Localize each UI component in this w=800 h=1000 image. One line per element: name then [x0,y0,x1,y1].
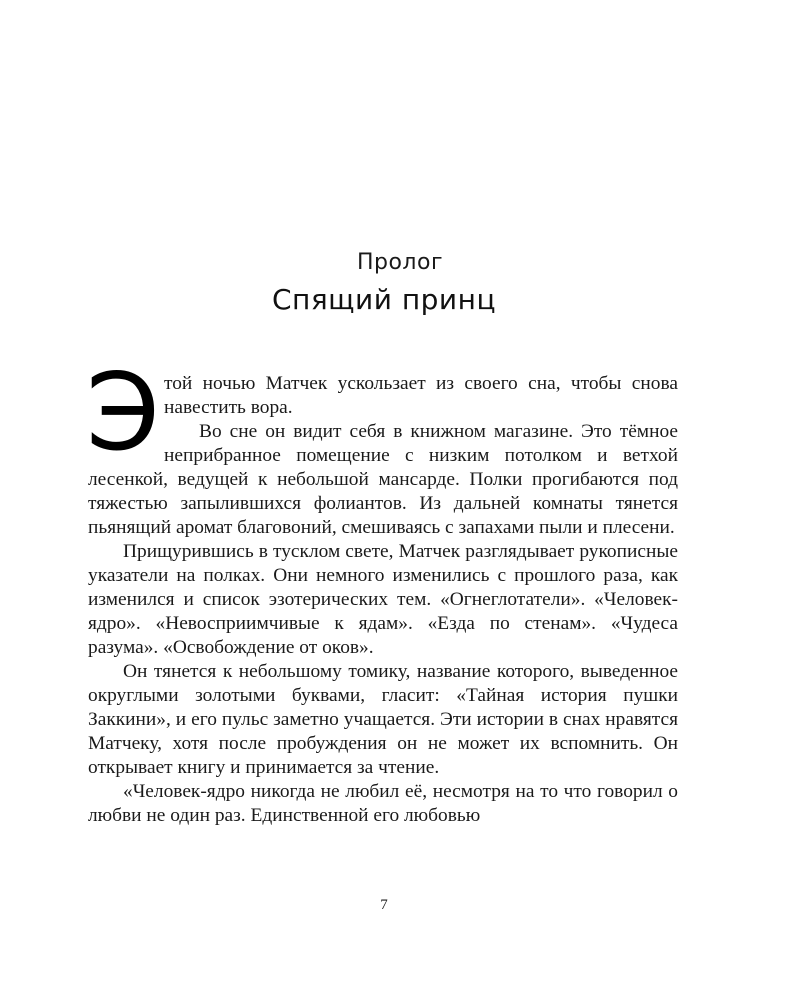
paragraph-5: «Человек-ядро никогда не любил её, несмотря на то что говорил о любви не один раз. Единственной его любовью [88,781,678,826]
body-text [86,351,678,828]
paragraph-4: Он тянется к небольшому томику, название которого, выведенное округлыми золотыми буквами, гласит: «Тайная история пушки Заккини», и его пульс заметно учащается. Эти истории в снах нравятся Матчеку, хотя после пробуждения он не может их вспомнить. Он открывает книгу и принимается за чтение. [88,661,678,778]
drop-cap: Э [86,351,161,474]
paragraph-1 [86,351,678,474]
paragraph-1-text: той ночью Матчек ускользает из своего сна, чтобы снова навестить вора. [164,373,678,418]
chapter-title: Спящий принц [271,283,496,316]
page-number: 7 [380,897,388,913]
paragraph-3: Прищурившись в тусклом свете, Матчек разглядывает рукописные указатели на полках. Они немного изменились с прошлого раза, как изменился и список эзотерических тем. «Огнеглотатели». «Человек-ядро». «Невосприимчивые к ядам». «Езда по стенам». «Чудеса разума». «Освобождение от оков». [88,541,678,658]
chapter-label: Пролог [356,250,444,275]
paragraph-2: Во сне он видит себя в книжном магазине. Это тёмное неприбранное помещение с низким потолком и ветхой лесенкой, ведущей к небольшой мансарде. Полки прогибаются под тяжестью запылившихся фолиантов. Из дальней комнаты тянется пьянящий аромат благовоний, смешиваясь с запахами пыли и плесени. [88,421,678,538]
